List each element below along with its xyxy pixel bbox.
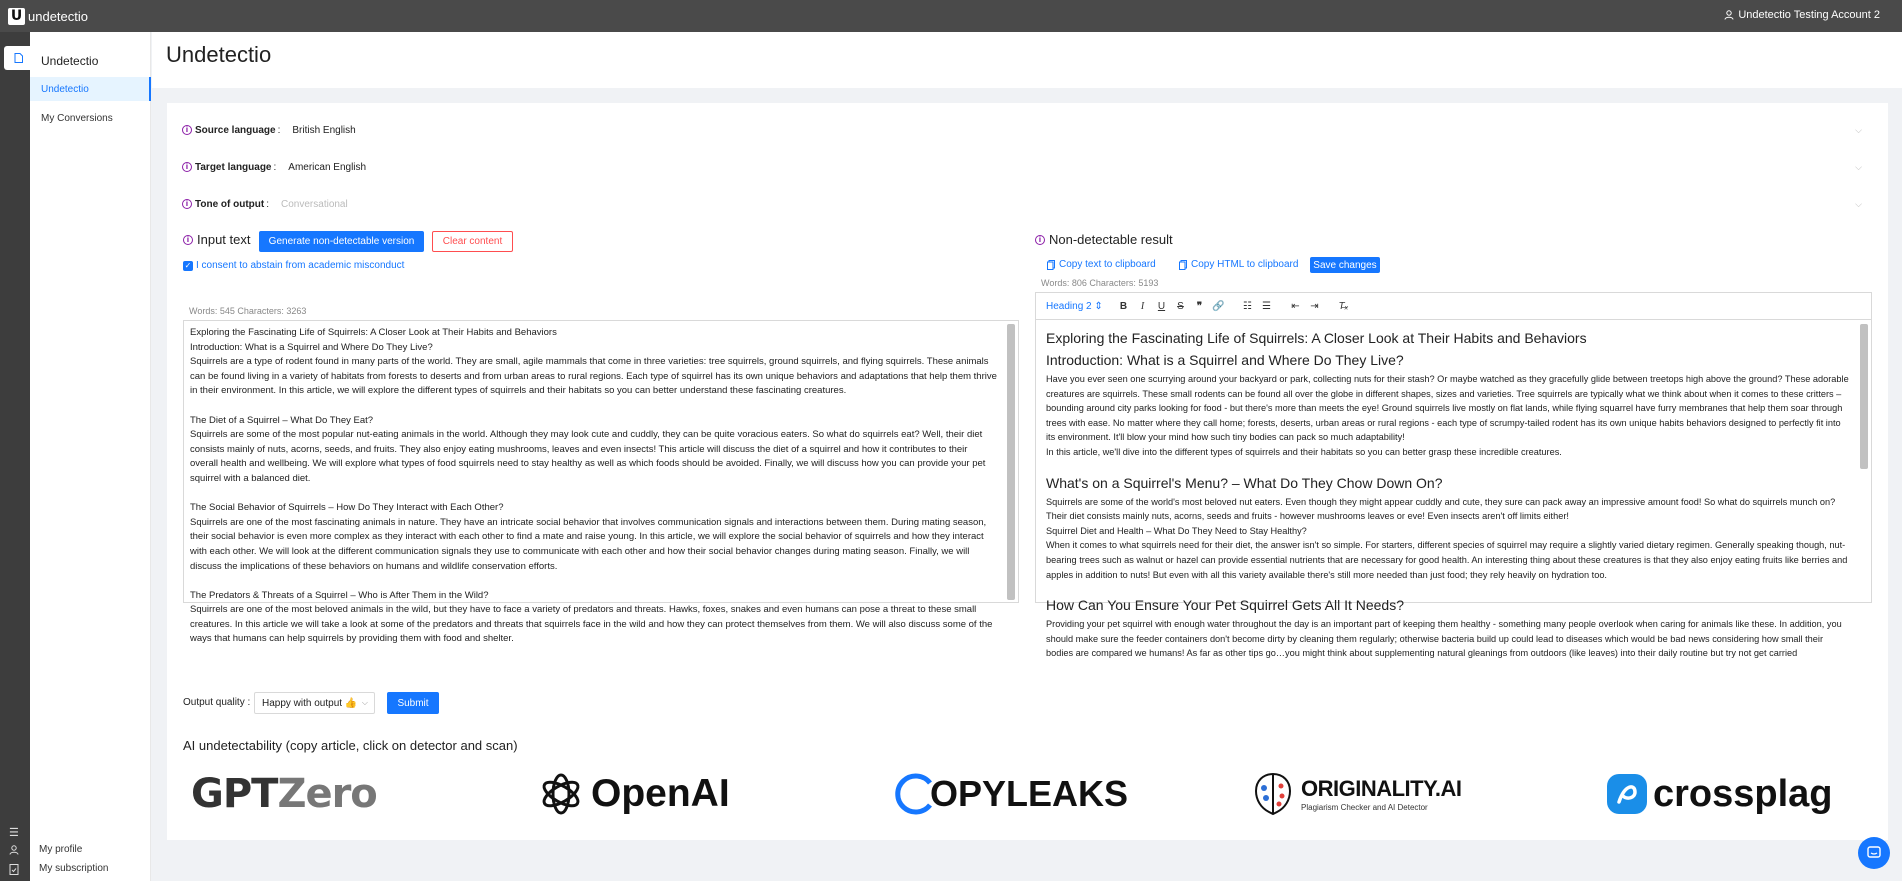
target-language-label: Target language	[195, 161, 272, 173]
brain-icon	[1251, 770, 1295, 818]
result-editor[interactable]	[1035, 320, 1872, 659]
result-paragraph: When it comes to what squirrels need for their diet, the answer isn't so simple. For starters, different species of squirrel may require a slightly varied dietary regimen. Generally speaking though, nut-bearing trees such as walnut or hazel can provide essential nutrients that are necessary for good health. An interesting thing about these creatures is that they also enjoy eating fruits like berries and apples in addition to nuts! But even with all this variety available there's still more needed than just food; they rely heavily on hydration too.	[1046, 540, 1848, 580]
copy-text-label[interactable]: Copy text to clipboard	[1059, 259, 1156, 270]
user-icon	[1724, 10, 1734, 20]
copy-icon	[1179, 260, 1187, 270]
crossplag-logo[interactable]: crossplag	[1607, 766, 1833, 822]
tone-of-output-field[interactable]: i Tone of output : Conversational ⌵	[182, 194, 1872, 214]
copy-text-button[interactable]	[1047, 259, 1156, 270]
chevron-down-icon[interactable]: ⌵	[1855, 124, 1862, 135]
result-heading	[1035, 232, 1173, 247]
openai-logo[interactable]: OpenAI	[537, 766, 730, 822]
consent-checkbox-row[interactable]	[183, 260, 404, 271]
blank-line	[190, 487, 998, 502]
blank-line	[1046, 582, 1849, 592]
result-heading-text: Introduction: What is a Squirrel and Where Do They Live?	[1046, 352, 1404, 368]
menu-fold-icon[interactable]: ☰	[9, 827, 19, 839]
chevron-down-icon[interactable]: ⌵	[1855, 198, 1862, 209]
tone-of-output-label: Tone of output	[195, 198, 265, 210]
sidebar-item-my-profile[interactable]: My profile	[39, 844, 83, 855]
link-icon[interactable]: 🔗	[1212, 300, 1225, 312]
result-paragraph: Squirrels are some of the world's most beloved nut eaters. Even though they might appear cuddly and cute, they sure can pack away an impressive amount food! So what do squirrels munch on? Their diet consists mainly nuts, acorns, seeds and fruits - however mushrooms leaves or eve! Even insects aren't off limits either!	[1046, 496, 1836, 522]
result-scrollbar[interactable]	[1860, 324, 1868, 469]
account-name: Undetectio Testing Account 2	[1738, 9, 1880, 21]
save-changes-button[interactable]: Save changes	[1310, 257, 1380, 273]
account-menu[interactable]	[1724, 9, 1880, 21]
result-heading-text: What's on a Squirrel's Menu? – What Do They Chow Down On?	[1046, 474, 1443, 491]
source-language-field[interactable]: i Source language : British English ⌵	[182, 120, 1872, 140]
page-header	[152, 32, 1902, 88]
result-paragraph: Providing your pet squirrel with enough water throughout the day is an important part of keeping them healthy - something many people overlook when caring for animals like these. In addition, you should make sure the feeder containers don't become dirty by cleaning them regularly; otherwise bacteria build up could lead to diseases which would be bad news considering how small their bodies are compared we humans! As far as other tips go…you might think about supplementing natural gleanings from outdoors (like leaves) into their daily routine but try not get carried	[1046, 619, 1842, 659]
info-icon: i	[183, 235, 193, 245]
chat-launcher[interactable]	[1858, 837, 1890, 869]
source-language-label: Source language	[195, 124, 276, 136]
output-quality-select[interactable]	[254, 692, 375, 714]
input-text-heading	[183, 232, 250, 247]
output-quality-value: Happy with output 👍	[262, 697, 358, 709]
chevron-down-icon[interactable]: ⌵	[1855, 161, 1862, 172]
italic-icon[interactable]: I	[1140, 300, 1145, 312]
underline-icon[interactable]: U	[1157, 300, 1166, 312]
result-paragraph: Have you ever seen one scurrying around your backyard or park, collecting nuts for their stash? Or maybe watched as they gracefully glide between treetops high above the ground? These adorable creatures are squirrels. These small rodents can be found all over the globe in different shapes, sizes and varieties. Tree squirrels are typically what we think about when it comes to these critters – bounding around city parks looking for food - but there's more than meets the eye! Ground squirrels live mostly on flat lands, while flying squarrel have furry membranes that help them soar through trees with ease. No matter where they call home; forests, deserts, urban areas or rural regions - each type of scrumpy-tailed rodent has its own unique habits behaviors designed to perfectly fit into its environment. It'll blow your mind how such tiny bodies can pack so much adaptability!	[1046, 374, 1849, 443]
document-icon	[14, 53, 23, 63]
app-logo-icon[interactable]: U	[8, 8, 25, 25]
ai-detectors-title: AI undetectability (copy article, click on detector and scan)	[183, 738, 518, 753]
openai-icon	[537, 770, 585, 818]
heading-select[interactable]: Heading 2 ⇕	[1046, 300, 1103, 312]
app-logo-text[interactable]: undetectio	[28, 8, 88, 24]
input-paragraph: Exploring the Fascinating Life of Squirrels: A Closer Look at Their Habits and Behaviors	[190, 327, 557, 338]
input-counts: Words: 545 Characters: 3263	[189, 306, 307, 316]
input-paragraph: Introduction: What is a Squirrel and Where Do They Live?	[190, 341, 433, 353]
consent-label[interactable]: I consent to abstain from academic misconduct	[196, 260, 405, 271]
blank-line	[1046, 460, 1849, 470]
target-language-field[interactable]: i Target language : American English ⌵	[182, 157, 1872, 177]
main-card	[167, 103, 1888, 840]
generate-button[interactable]: Generate non-detectable version	[259, 231, 424, 252]
blank-line	[190, 574, 998, 589]
outdent-icon[interactable]: ⇤	[1291, 300, 1300, 312]
result-heading-text: How Can You Ensure Your Pet Squirrel Gets All It Needs?	[1046, 597, 1404, 614]
info-icon: i	[182, 125, 192, 135]
submit-button[interactable]: Submit	[387, 692, 439, 714]
input-paragraph: Squirrels are a type of rodent found in many parts of the world. They are small, agile mammals that come in three varieties: tree squirrels, ground squirrels, and flying squirrels. These animals can be found living in a variety of habitats from forests to deserts and from urban areas to rural regions. Each type of squirrel has its own unique behaviors and adaptations that help them thrive in their environment. In this article, we will explore the different types of squirrels and their habitats so you can better understand these fascinating creatures.	[190, 356, 997, 397]
input-paragraph: The Social Behavior of Squirrels – How Do They Interact with Each Other?	[190, 502, 504, 514]
strikethrough-icon[interactable]: S	[1177, 300, 1184, 312]
copyleaks-logo[interactable]: OPYLEAKS	[892, 766, 1128, 822]
copy-icon	[1047, 260, 1055, 270]
info-icon: i	[182, 162, 192, 172]
top-bar	[0, 0, 1902, 32]
originality-tagline: Plagiarism Checker and AI Detector	[1301, 803, 1428, 812]
result-title: Non-detectable result	[1049, 232, 1173, 247]
copy-html-button[interactable]	[1179, 259, 1298, 270]
input-textarea[interactable]	[183, 320, 1019, 645]
subscription-icon[interactable]	[9, 864, 19, 878]
sidebar-item-my-subscription[interactable]: My subscription	[39, 863, 109, 874]
ordered-list-icon[interactable]: ☷	[1243, 300, 1252, 312]
sidebar-item-undetectio[interactable]: Undetectio	[30, 77, 151, 101]
input-paragraph: Squirrels are some of the most popular nut-eating animals in the world. Although they may look cute and cuddly, they can be quite voracious eaters. So what do squirrels eat? Well, their diet consists mainly of nuts, acorns, seeds, and fruits. They also enjoy eating mushrooms, leaves and even insects! This article will discuss the diet of a squirrel and how it contributes to their overall health and wellbeing. We will explore what types of food squirrels need to stay healthy as well as which foods should be avoided. Finally, we will discuss how you can provide your pet squirrel with a balanced diet.	[190, 429, 986, 484]
result-paragraph: Squirrel Diet and Health – What Do They Need to Stay Healthy?	[1046, 525, 1307, 536]
clear-content-button[interactable]: Clear content	[432, 231, 513, 252]
clear-format-icon[interactable]: T̶ₓ	[1338, 300, 1349, 312]
gptzero-logo[interactable]: GPT Zero	[191, 771, 377, 817]
input-paragraph: Squirrels are one of the most fascinating animals in nature. They have an intricate social behavior that involves communication signals and interactions between them. During mating season, their social behavior is even more complex as they interact with each other to find a mate and raise young. In this article, we will explore the social behavior of squirrels and how they interact with each other. We will look at the different communication signals they use to communicate with each other and how their social behavior changes during mating season. Finally, we will discuss the implications of these behaviors on humans and wildlife conservation efforts.	[190, 516, 987, 572]
info-icon: i	[182, 199, 192, 209]
result-paragraph: In this article, we'll dive into the different types of squirrels and their habitats so you can better grasp these incredible creatures.	[1046, 446, 1562, 457]
copy-html-label[interactable]: Copy HTML to clipboard	[1191, 259, 1299, 270]
input-paragraph: The Diet of a Squirrel – What Do They Eat?	[190, 414, 374, 426]
blank-line	[190, 399, 998, 414]
check-icon[interactable]: ✓	[184, 261, 192, 270]
originality-wordmark: ORIGINALITY.AI	[1301, 776, 1462, 801]
sidebar	[30, 32, 151, 881]
output-quality-label: Output quality :	[183, 697, 251, 708]
bold-icon[interactable]: B	[1119, 300, 1128, 312]
page-title: Undetectio	[166, 42, 272, 67]
indent-icon[interactable]: ⇥	[1310, 300, 1319, 312]
sidebar-item-my-conversions[interactable]: My Conversions	[41, 112, 113, 124]
crossplag-icon	[1607, 774, 1647, 814]
icon-rail	[0, 32, 30, 881]
input-text-title: Input text	[197, 232, 251, 247]
chevron-down-icon: ⌵	[361, 698, 368, 707]
originality-logo[interactable]	[1251, 766, 1461, 822]
source-language-value[interactable]: British English	[292, 124, 356, 136]
tone-of-output-placeholder[interactable]: Conversational	[281, 198, 348, 210]
rail-item-documents[interactable]	[4, 46, 32, 70]
user-icon[interactable]	[9, 845, 19, 858]
info-icon: i	[1035, 235, 1045, 245]
chat-icon	[1867, 846, 1881, 860]
sidebar-title: Undetectio	[41, 54, 99, 68]
result-counts: Words: 806 Characters: 5193	[1041, 278, 1159, 288]
input-scrollbar[interactable]	[1007, 324, 1015, 600]
target-language-value[interactable]: American English	[288, 161, 367, 173]
blockquote-icon[interactable]: ❞	[1196, 300, 1203, 312]
editor-toolbar	[1035, 292, 1872, 320]
result-heading-text: Exploring the Fascinating Life of Squirrels: A Closer Look at Their Habits and Behaviors	[1046, 330, 1587, 346]
bullet-list-icon[interactable]: ☰	[1262, 300, 1271, 312]
input-paragraph: The Predators & Threats of a Squirrel – Who is After Them in the Wild?	[190, 589, 489, 601]
input-paragraph: Squirrels are one of the most beloved animals in the wild, but they have to face a variety of predators and threats. Hawks, foxes, snakes and even humans can pose a threat to these small creatures. In this article we will take a look at some of the predators and threats that squirrels face in the wild and how they can protect themselves from them. We will also discuss some of the ways that humans can help squirrels by providing them with food and shelter.	[190, 604, 993, 645]
